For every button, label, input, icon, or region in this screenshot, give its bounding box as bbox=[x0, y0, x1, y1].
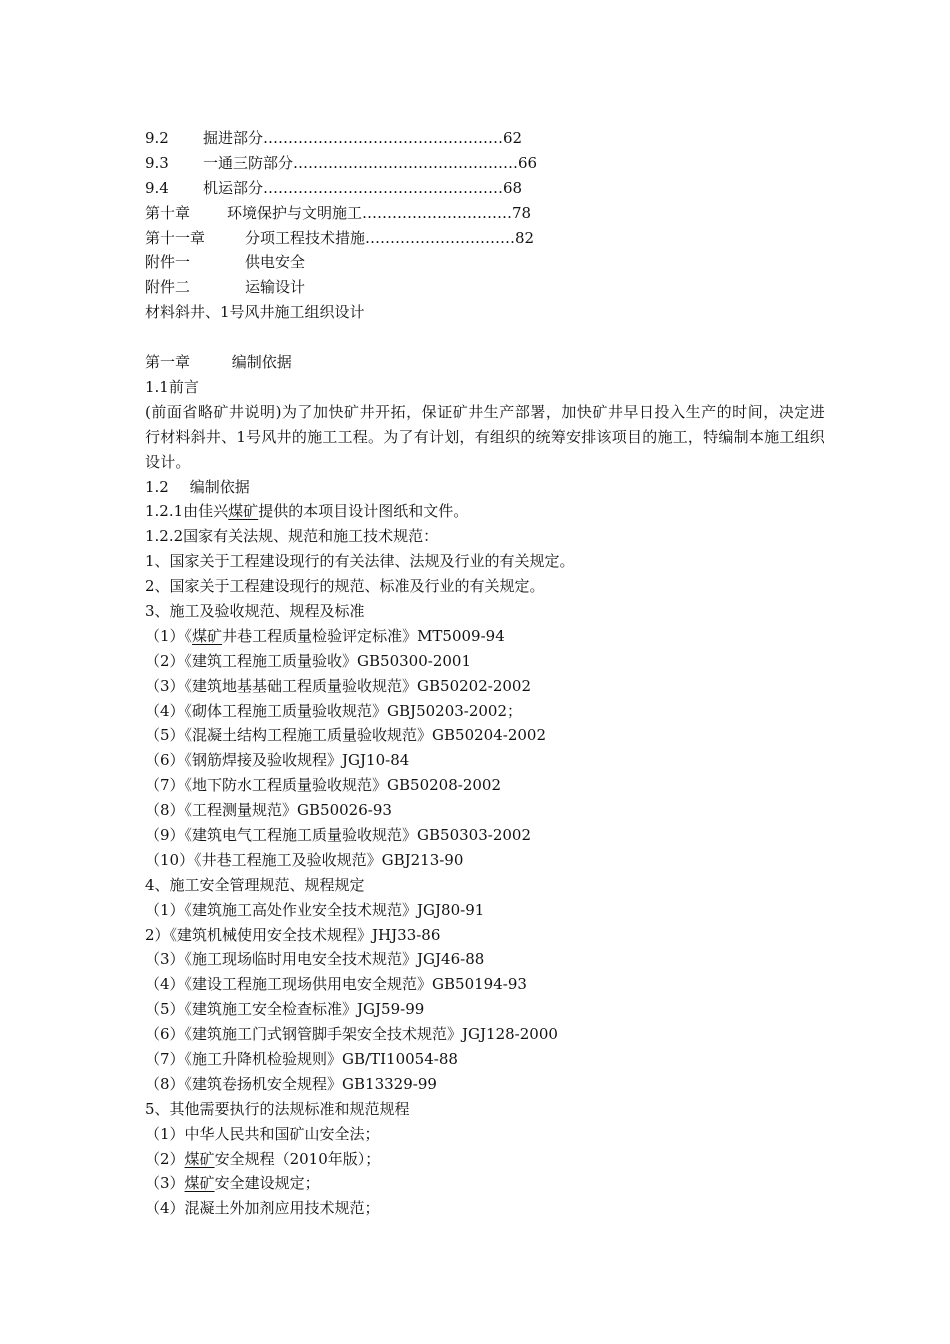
section-heading: 1.1前言 bbox=[145, 377, 199, 396]
standard-item: （10）《井巷工程施工及验收规范》GBJ213-90 bbox=[145, 850, 464, 869]
list-item: 3、施工及验收规范、规程及标准 bbox=[145, 601, 365, 620]
toc-number: 9.4 bbox=[145, 178, 169, 197]
toc-page: 68 bbox=[503, 178, 523, 197]
toc-title: 机运部分 bbox=[203, 178, 264, 197]
toc-number: 9.3 bbox=[145, 153, 169, 172]
underlined-term: 煤矿 bbox=[184, 1174, 215, 1193]
underlined-term: 煤矿 bbox=[184, 1149, 215, 1168]
standard-item: （6）《钢筋焊接及验收规程》JGJ10-84 bbox=[145, 751, 410, 770]
standard-item: （8）《建筑卷扬机安全规程》GB13329-99 bbox=[145, 1074, 437, 1093]
toc-leader: ………………………………………… bbox=[263, 129, 504, 147]
toc-title: 分项工程技术措施 bbox=[245, 228, 366, 247]
standard-item: （7）《地下防水工程质量验收规范》GB50208-2002 bbox=[145, 776, 502, 795]
list-item: 4、施工安全管理规范、规程规定 bbox=[145, 875, 365, 894]
standard-item: （5）《混凝土结构工程施工质量验收规范》GB50204-2002 bbox=[145, 726, 547, 745]
toc-number: 附件一 bbox=[145, 253, 191, 272]
standard-item: （3）《施工现场临时用电安全技术规范》JGJ46-88 bbox=[145, 950, 485, 969]
toc-leader: ……………………………………… bbox=[293, 153, 519, 172]
chapter-number: 第一章 bbox=[145, 353, 191, 372]
toc-entry[interactable] bbox=[145, 250, 825, 275]
standard-item bbox=[145, 1147, 825, 1172]
list-item: 2、国家关于工程建设现行的规范、标准及行业的有关规定。 bbox=[145, 577, 545, 596]
toc-number: 附件二 bbox=[145, 278, 191, 297]
toc-entry[interactable] bbox=[145, 275, 825, 300]
text-segment: （3） bbox=[145, 1174, 185, 1193]
text-segment: （1）《 bbox=[145, 626, 193, 645]
underlined-term: 煤矿 bbox=[228, 502, 259, 521]
toc-title: 环境保护与文明施工 bbox=[227, 203, 363, 222]
document-title: 材料斜井、1号风井施工组织设计 bbox=[145, 303, 365, 322]
standard-item: （1）《建筑施工高处作业安全技术规范》JGJ80-91 bbox=[145, 900, 485, 919]
toc-leader: ………………………………………… bbox=[263, 178, 504, 197]
toc-title: 掘进部分 bbox=[203, 129, 264, 147]
standard-item: （1）中华人民共和国矿山安全法； bbox=[145, 1124, 380, 1143]
standard-item: （4）《建设工程施工现场供用电安全规范》GB50194-93 bbox=[145, 975, 527, 994]
toc-number: 9.2 bbox=[145, 129, 169, 147]
standard-item bbox=[145, 1171, 825, 1196]
text-segment: 提供的本项目设计图纸和文件。 bbox=[258, 502, 469, 521]
text-segment: 井巷工程质量检验评定标准》MT5009-94 bbox=[222, 626, 505, 645]
spacer bbox=[145, 325, 825, 350]
toc-title: 供电安全 bbox=[245, 253, 306, 272]
toc-number: 第十章 bbox=[145, 203, 191, 222]
toc-entry[interactable] bbox=[145, 226, 825, 251]
text-segment: 安全建设规定； bbox=[214, 1174, 320, 1193]
chapter-title: 编制依据 bbox=[231, 353, 292, 372]
toc-entry[interactable] bbox=[145, 201, 825, 226]
toc-page: 62 bbox=[503, 129, 523, 147]
text-segment: 安全规程（2010年版）； bbox=[214, 1149, 381, 1168]
list-item: 1、国家关于工程建设现行的有关法律、法规及行业的有关规定。 bbox=[145, 552, 575, 571]
toc-leader: ………………………… bbox=[365, 228, 516, 247]
toc-page: 66 bbox=[518, 153, 538, 172]
standard-item: （7）《施工升降机检验规则》GB/TI10054-88 bbox=[145, 1050, 458, 1068]
section-title: 编制依据 bbox=[189, 477, 250, 496]
toc-number: 第十一章 bbox=[145, 228, 206, 247]
list-item: 5、其他需要执行的法规标准和规范规程 bbox=[145, 1099, 410, 1118]
paragraph-line: 1.2.2国家有关法规、规范和施工技术规范： bbox=[145, 527, 439, 546]
section-heading bbox=[145, 475, 825, 500]
toc-entry[interactable] bbox=[145, 126, 825, 151]
underlined-term: 煤矿 bbox=[192, 626, 223, 645]
toc-title: 一通三防部分 bbox=[203, 153, 294, 172]
standard-item bbox=[145, 624, 825, 649]
toc-entry[interactable] bbox=[145, 176, 825, 201]
section-number: 1.2 bbox=[145, 477, 169, 496]
standard-item: （8）《工程测量规范》GB50026-93 bbox=[145, 801, 392, 820]
preface-paragraph: (前面省略矿井说明)为了加快矿井开拓，保证矿井生产部署，加快矿井早日投入生产的时间，决定进行材料斜井、1号风井的施工工程。为了有计划，有组织的统筹安排该项目的施工，特编制本施工组织设计。 bbox=[145, 402, 825, 471]
standard-item: （4）《砌体工程施工质量验收规范》GBJ50203-2002； bbox=[145, 701, 523, 720]
toc-entry[interactable] bbox=[145, 151, 825, 176]
standard-item: （4）混凝土外加剂应用技术规范； bbox=[145, 1199, 380, 1218]
toc-page: 78 bbox=[512, 203, 532, 222]
standard-item: （6）《建筑施工门式钢管脚手架安全技术规范》JGJ128-2000 bbox=[145, 1025, 558, 1044]
standard-item: 2）《建筑机械使用安全技术规程》JHJ33-86 bbox=[145, 925, 441, 944]
toc-page: 82 bbox=[515, 228, 535, 247]
toc-title: 运输设计 bbox=[245, 278, 306, 297]
chapter-heading bbox=[145, 350, 825, 375]
text-segment: （2） bbox=[145, 1149, 185, 1168]
text-segment: 1.2.1由佳兴 bbox=[145, 502, 229, 521]
standard-item: （9）《建筑电气工程施工质量验收规范》GB50303-2002 bbox=[145, 825, 532, 844]
toc-leader: ………………………… bbox=[362, 203, 513, 222]
standard-item: （5）《建筑施工安全检查标准》JGJ59-99 bbox=[145, 1000, 425, 1019]
document-body bbox=[145, 126, 825, 1221]
standard-item: （2）《建筑工程施工质量验收》GB50300-2001 bbox=[145, 651, 472, 670]
standard-item: （3）《建筑地基基础工程质量验收规范》GB50202-2002 bbox=[145, 676, 532, 695]
paragraph-line bbox=[145, 499, 825, 524]
